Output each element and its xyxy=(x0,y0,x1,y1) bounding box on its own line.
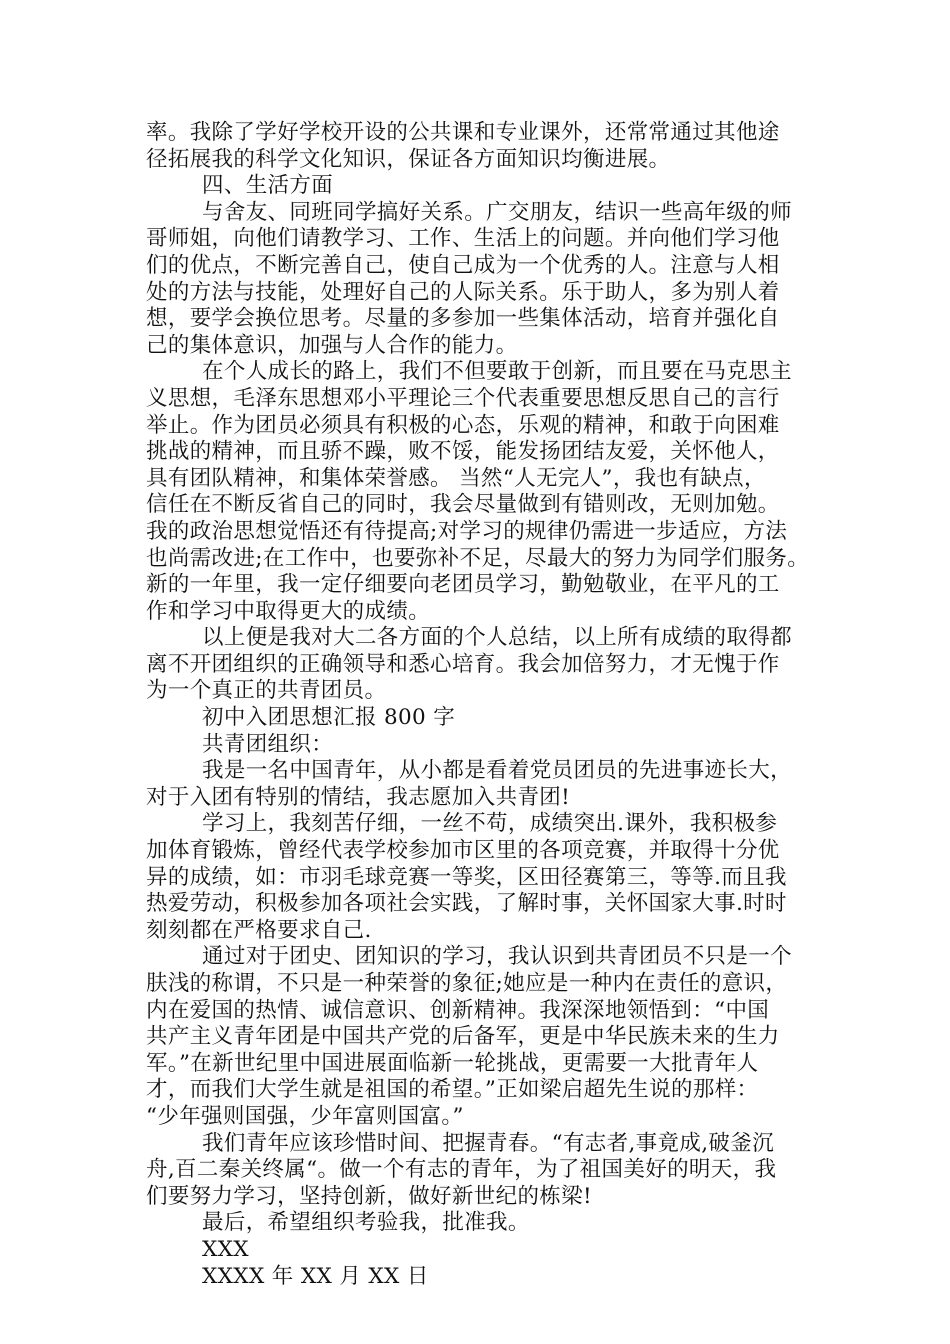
text-line: 具有团队精神，和集体荣誉感。 当然“人无完人”，我也有缺点， xyxy=(146,465,766,491)
text-line: 与舍友、同班同学搞好关系。广交朋友，结识一些高年级的师 xyxy=(202,199,792,225)
text-line: 率。我除了学好学校开设的公共课和专业课外，还常常通过其他途 xyxy=(146,120,780,145)
text-line: 作和学习中取得更大的成绩。 xyxy=(146,598,431,624)
text-line: 异的成绩，如：市羽毛球竞赛一等奖，区田径赛第三，等等.而且我 xyxy=(146,864,787,890)
text-line: 我们青年应该珍惜时间、把握青春。“有志者,事竟成,破釜沉 xyxy=(202,1130,774,1156)
text-line: 为一个真正的共青团员。 xyxy=(146,678,387,704)
text-line: 信任在不断反省自己的同时，我会尽量做到有错则改，无则加勉。 xyxy=(146,492,780,518)
text-line: 肤浅的称谓，不只是一种荣誉的象征;她应是一种内在责任的意识， xyxy=(146,971,788,996)
text-line: 们的优点，不断完善自己，使自己成为一个优秀的人。注意与人相 xyxy=(146,252,780,278)
text-line: 离不开团组织的正确领导和悉心培育。我会加倍努力，才无愧于作 xyxy=(146,651,780,677)
text-line: 我是一名中国青年，从小都是看着党员团员的先进事迹长大， xyxy=(202,758,792,784)
text-line: 对于入团有特别的情结，我志愿加入共青团! xyxy=(146,784,571,810)
document-page xyxy=(146,120,826,1290)
text-line: 共产主义青年团是中国共产党的后备军，更是中华民族未来的生力 xyxy=(146,1024,780,1050)
text-line: 热爱劳动，积极参加各项社会实践，了解时事，关怀国家大事.时时 xyxy=(146,891,787,917)
text-line: 哥师姐，向他们请教学习、工作、生活上的问题。并向他们学习他 xyxy=(146,226,780,252)
text-line: 最后，希望组织考验我，批准我。 xyxy=(202,1210,530,1236)
text-line: “少年强则国强，少年富则国富。” xyxy=(146,1103,464,1129)
text-line: 我的政治思想觉悟还有待提高;对学习的规律仍需进一步适应，方法 xyxy=(146,518,788,544)
text-line: 径拓展我的科学文化知识，保证各方面知识均衡进展。 xyxy=(146,146,671,172)
text-line: 挑战的精神，而且骄不躁，败不馁，能发扬团结友爱，关怀他人， xyxy=(146,439,780,465)
text-line: 也尚需改进;在工作中，也要弥补不足，尽最大的努力为同学们服务。 xyxy=(146,545,810,571)
text-line: XXX xyxy=(202,1236,249,1262)
text-line: 举止。作为团员必须具有积极的心态，乐观的精神，和敢于向困难 xyxy=(146,412,780,438)
text-line: 学习上，我刻苦仔细，一丝不苟，成绩突出.课外，我积极参 xyxy=(202,811,778,837)
text-line: 以上便是我对大二各方面的个人总结，以上所有成绩的取得都 xyxy=(202,625,792,651)
text-line: 舟,百二秦关终属“。做一个有志的青年，为了祖国美好的明天，我 xyxy=(146,1157,777,1183)
text-line: 才，而我们大学生就是祖国的希望。”正如梁启超先生说的那样： xyxy=(146,1077,759,1103)
text-line: 初中入团思想汇报 800 字 xyxy=(202,705,456,731)
text-line: 军。”在新世纪里中国进展面临新一轮挑战，更需要一大批青年人 xyxy=(146,1050,759,1076)
text-line: 四、生活方面 xyxy=(202,173,334,199)
text-line: 处的方法与技能，处理好自己的人际关系。乐于助人，多为别人着 xyxy=(146,279,780,305)
text-line: 己的集体意识，加强与人合作的能力。 xyxy=(146,332,518,358)
text-line: 刻刻都在严格要求自己. xyxy=(146,917,372,943)
text-line: 内在爱国的热情、诚信意识、创新精神。我深深地领悟到：“中国 xyxy=(146,997,770,1023)
text-line: 共青团组织： xyxy=(202,731,334,757)
text-line: 通过对于团史、团知识的学习，我认识到共青团员不只是一个 xyxy=(202,944,792,970)
text-line: 在个人成长的路上，我们不但要敢于创新，而且要在马克思主 xyxy=(202,359,792,385)
text-line: 新的一年里，我一定仔细要向老团员学习，勤勉敬业，在平凡的工 xyxy=(146,572,780,598)
text-line: 义思想，毛泽东思想邓小平理论三个代表重要思想反思自己的言行 xyxy=(146,385,780,411)
text-line: 们要努力学习，坚持创新，做好新世纪的栋梁! xyxy=(146,1183,592,1209)
text-line: 加体育锻炼，曾经代表学校参加市区里的各项竞赛，并取得十分优 xyxy=(146,838,780,864)
text-line: XXXX 年 XX 月 XX 日 xyxy=(202,1263,429,1289)
text-line: 想，要学会换位思考。尽量的多参加一些集体活动，培育并强化自 xyxy=(146,306,780,332)
